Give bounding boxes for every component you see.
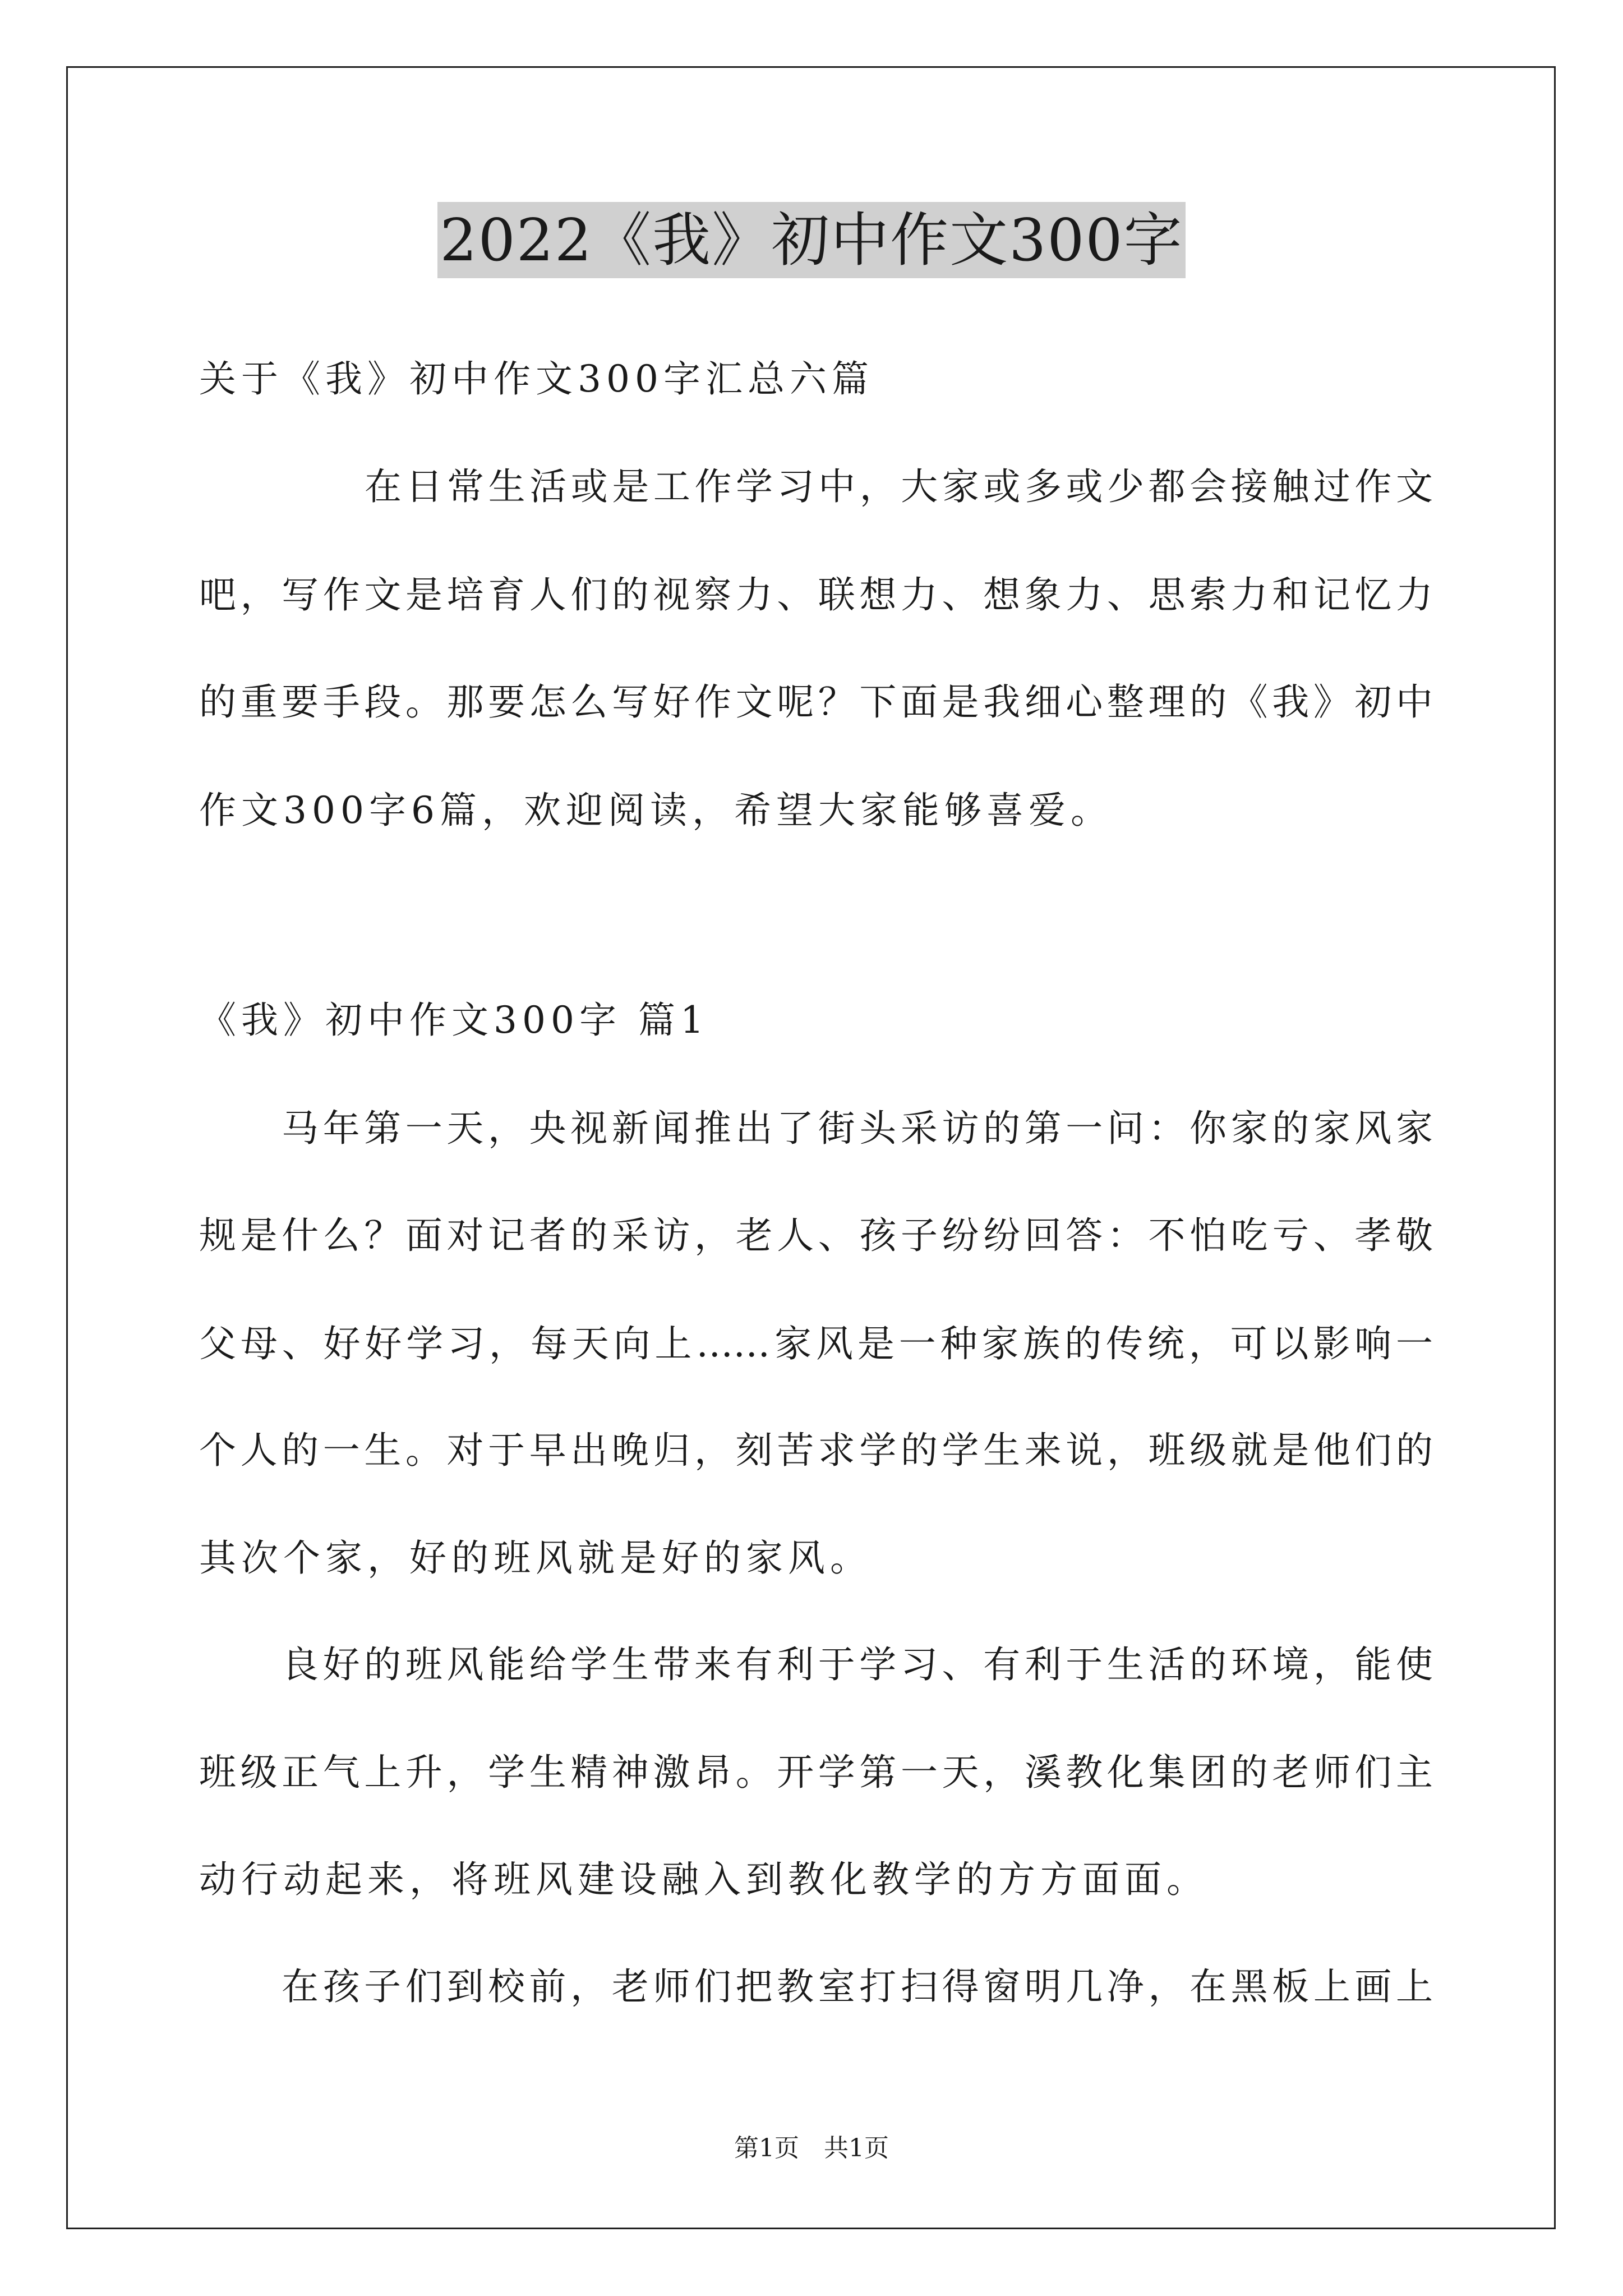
document-title-container — [0, 202, 1623, 280]
intro-line-4: 作文300字6篇，欢迎阅读，希望大家能够喜爱。 — [199, 789, 1113, 832]
page-footer: 第1页 共1页 — [734, 2134, 889, 2162]
intro-line-3: 的重要手段。那要怎么写好作文呢？下面是我细心整理的《我》初中 — [199, 680, 1433, 724]
body-line-5: 其次个家，好的班风就是好的家风。 — [199, 1536, 872, 1580]
body-line-6: 良好的班风能给学生带来有利于学习、有利于生活的环境，能使 — [282, 1643, 1433, 1686]
body-line-1: 马年第一天，央视新闻推出了街头采访的第一问：你家的家风家 — [282, 1107, 1433, 1150]
body-line-9: 在孩子们到校前，老师们把教室打扫得窗明几净，在黑板上画上 — [282, 1965, 1433, 2008]
body-line-2: 规是什么？面对记者的采访，老人、孩子纷纷回答：不怕吃亏、孝敬 — [199, 1214, 1433, 1257]
section-heading: 《我》初中作文300字 篇1 — [199, 999, 709, 1042]
intro-line-1: 在日常生活或是工作学习中，大家或多或少都会接触过作文 — [365, 465, 1433, 508]
intro-line-2: 吧，写作文是培育人们的视察力、联想力、想象力、思索力和记忆力 — [199, 573, 1433, 616]
document-title: 2022《我》初中作文300字 — [437, 202, 1185, 278]
body-line-8: 动行动起来，将班风建设融入到教化教学的方方面面。 — [199, 1858, 1209, 1901]
body-line-7: 班级正气上升，学生精神激昂。开学第一天，溪教化集团的老师们主 — [199, 1751, 1433, 1794]
body-line-4: 个人的一生。对于早出晚归，刻苦求学的学生来说，班级就是他们的 — [199, 1429, 1433, 1472]
document-subtitle: 关于《我》初中作文300字汇总六篇 — [199, 357, 874, 401]
body-line-3: 父母、好好学习，每天向上……家风是一种家族的传统，可以影响一 — [199, 1322, 1433, 1365]
